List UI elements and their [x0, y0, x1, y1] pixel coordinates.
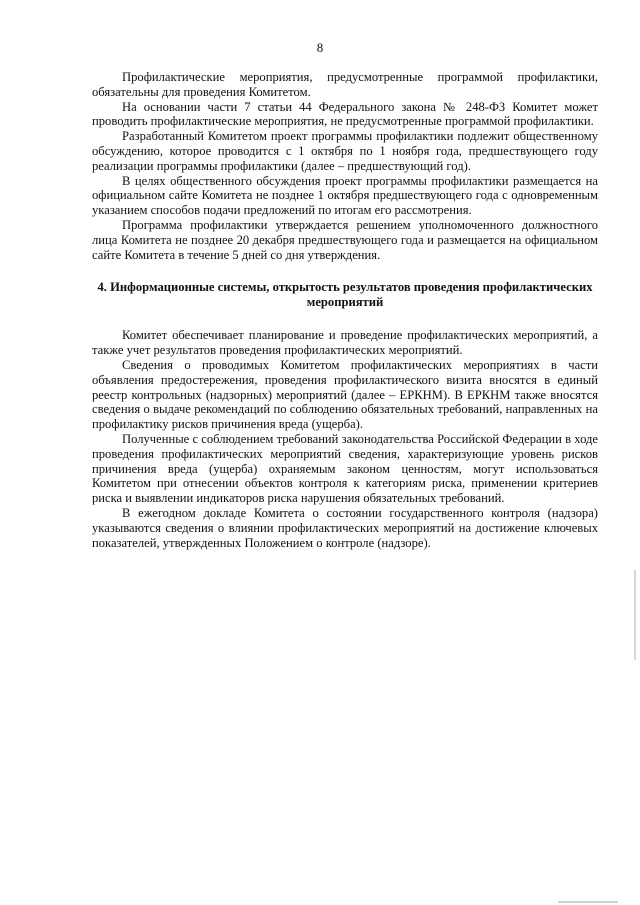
scan-artifact — [634, 570, 636, 660]
paragraph: Профилактические мероприятия, предусмотренные программой профилактики, обязательны для проведения Комитетом. — [92, 70, 598, 99]
paragraph: Сведения о проводимых Комитетом профилактических мероприятиях в части объявления предостережения, проведения профилактического визита вносятся в единый реестр контрольных (надзорных) мероприятий (далее – ЕРКНМ). В ЕРКНМ также вносятся сведения о выдаче рекомендаций по соблюдению обязательных требований, направленных на профилактику рисков причинения вреда (ущерба). — [92, 357, 598, 432]
paragraph: Программа профилактики утверждается решением уполномоченного должностного лица Комитета не позднее 20 декабря предшествующего года и размещается на официальном сайте Комитета в течение 5 дней со дня утверждения. — [92, 217, 598, 262]
section-heading: 4. Информационные системы, открытость результатов проведения профилактических мероприятий — [97, 280, 593, 310]
paragraph: На основании части 7 статьи 44 Федерального закона № 248-ФЗ Комитет может проводить профилактические мероприятия, не предусмотренные программой профилактики. — [92, 99, 598, 129]
page-number: 8 — [316, 40, 324, 55]
paragraph: Разработанный Комитетом проект программы профилактики подлежит общественному обсуждению, которое проводится с 1 октября по 1 ноября года, предшествующего году реализации программы профилактики (далее – предшествующий год). — [92, 129, 598, 173]
paragraph: В ежегодном докладе Комитета о состоянии государственного контроля (надзора) указываются сведения о влиянии профилактических мероприятий на достижение ключевых показателей, утвержденных Положением о контроле (надзоре). — [92, 505, 598, 550]
document-body — [92, 70, 598, 550]
scan-artifact — [558, 901, 618, 903]
paragraph: В целях общественного обсуждения проект программы профилактики размещается на официальном сайте Комитета не позднее 1 октября предшествующего года с одновременным указанием способов подачи предложений по итогам его рассмотрения. — [92, 173, 598, 218]
paragraph: Полученные с соблюдением требований законодательства Российской Федерации в ходе проведения профилактических мероприятий сведения, характеризующие уровень рисков причинения вреда (ущерба) охраняемым законом ценностям, могут использоваться Комитетом при отнесении объектов контроля к категориям риска, применении критериев риска и выявлении индикаторов риска нарушения обязательных требований. — [92, 431, 598, 506]
paragraph: Комитет обеспечивает планирование и проведение профилактических мероприятий, а также учет результатов проведения профилактических мероприятий. — [92, 328, 598, 358]
